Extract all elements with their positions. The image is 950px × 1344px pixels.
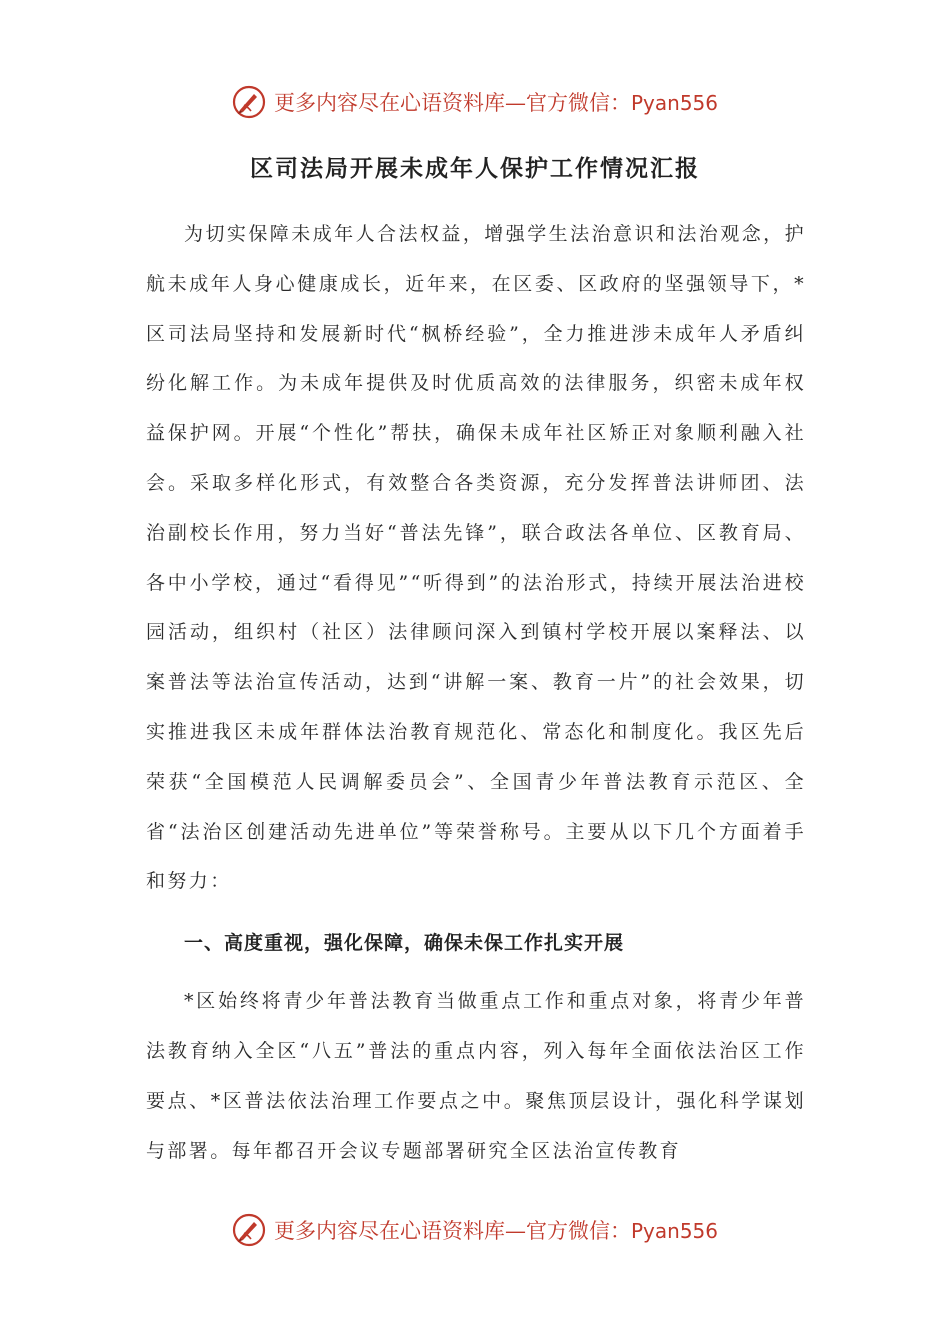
header-banner xyxy=(0,82,950,122)
wechat-id: Pyan556 xyxy=(630,91,718,115)
document-title: 区司法局开展未成年人保护工作情况汇报 xyxy=(250,156,700,182)
paragraph-intro: 为切实保障未成年人合法权益，增强学生法治意识和法治观念，护航未成年人身心健康成长，近年来，在区委、区政府的坚强领导下，*区司法局坚持和发展新时代“枫桥经验”，全力推进涉未成年人矛盾纠纷化解工作。为未成年提供及时优质高效的法律服务，织密未成年权益保护网。开展“个性化”帮扶，确保未成年社区矫正对象顺利融入社会。采取多样化形式，有效整合各类资源，充分发挥普法讲师团、法治副校长作用，努力当好“普法先锋”，联合政法各单位、区教育局、各中小学校，通过“看得见”“听得到”的法治形式，持续开展法治进校园活动，组织村（社区）法律顾问深入到镇村学校开展以案释法、以案普法等法治宣传活动，达到“讲解一案、教育一片”的社会效果，切实推进我区未成年群体法治教育规范化、常态化和制度化。我区先后荣获“全国模范人民调解委员会”、全国青少年普法教育示范区、全省“法治区创建活动先进单位”等荣誉称号。主要从以下几个方面着手和努力： xyxy=(146,223,806,893)
footer-banner-text: 更多内容尽在心语资料库—官方微信：Pyan556 xyxy=(273,1219,718,1243)
wechat-id: Pyan556 xyxy=(630,1219,718,1243)
pen-logo-icon xyxy=(232,85,266,119)
document-body xyxy=(146,210,806,1176)
section-heading-1: 一、高度重视，强化保障，确保未保工作扎实开展 xyxy=(184,932,625,955)
footer-banner xyxy=(0,1210,950,1250)
pen-logo-icon xyxy=(232,1213,266,1247)
paragraph-section-1: *区始终将青少年普法教育当做重点工作和重点对象，将青少年普法教育纳入全区“八五”普法的重点内容，列入每年全面依法治区工作要点、*区普法依法治理工作要点之中。聚焦顶层设计，强化科学谋划与部署。每年都召开会议专题部署研究全区法治宣传教育 xyxy=(146,990,806,1162)
header-banner-text: 更多内容尽在心语资料库—官方微信：Pyan556 xyxy=(273,91,718,115)
